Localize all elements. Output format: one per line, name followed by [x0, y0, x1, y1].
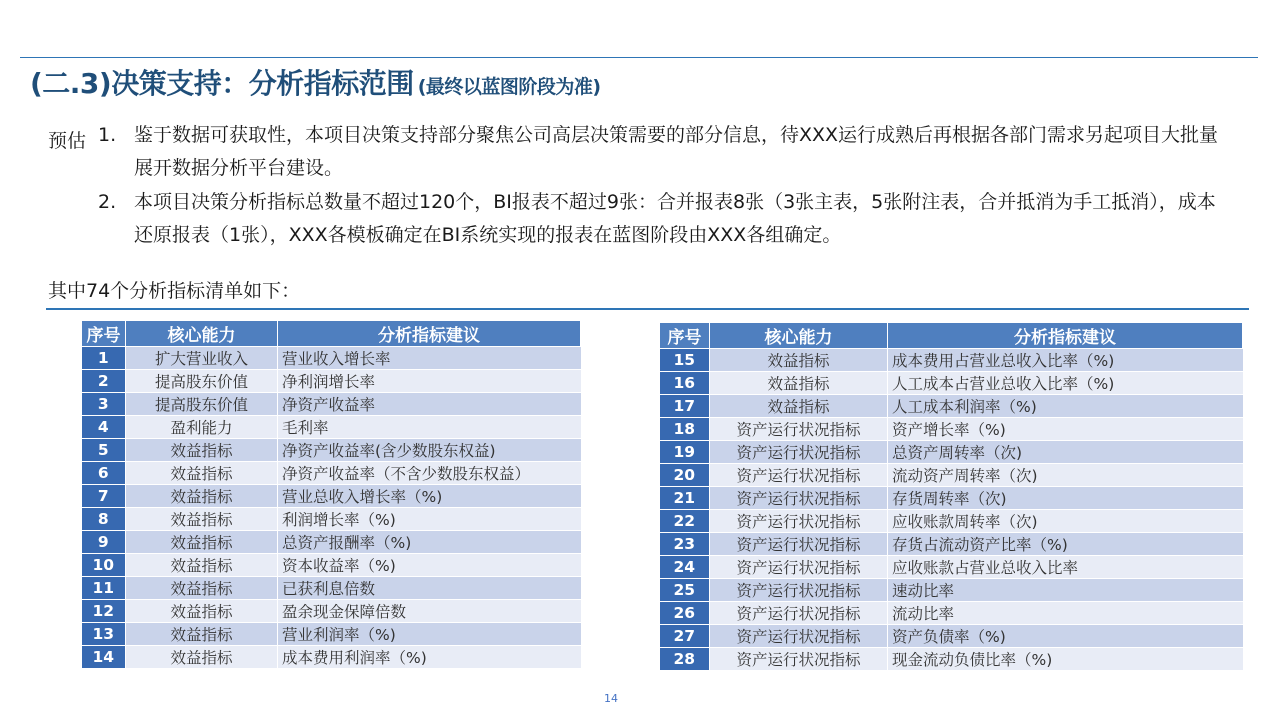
- row-number: 12: [82, 600, 126, 623]
- header-capability: 核心能力: [710, 323, 888, 349]
- row-number: 7: [82, 485, 126, 508]
- slide-title-main: (二.3)决策支持：分析指标范围: [30, 67, 414, 100]
- table-row: [82, 577, 581, 600]
- row-indicator: 净资产收益率（不含少数股东权益）: [278, 462, 581, 485]
- table-row: [660, 464, 1243, 487]
- row-indicator: 成本费用占营业总收入比率（%): [888, 349, 1243, 372]
- row-indicator: 盈余现金保障倍数: [278, 600, 581, 623]
- row-capability: 资产运行状况指标: [710, 510, 888, 533]
- row-number: 2: [82, 370, 126, 393]
- table-row: [82, 646, 581, 669]
- table-row: [82, 623, 581, 646]
- slide-title-note: (最终以蓝图阶段为准): [417, 76, 601, 98]
- table-row: [82, 347, 581, 370]
- row-indicator: 资产增长率（%): [888, 418, 1243, 441]
- indicator-table-right: [659, 322, 1243, 671]
- table-row: [660, 625, 1243, 648]
- row-capability: 资产运行状况指标: [710, 648, 888, 671]
- table-row: [660, 487, 1243, 510]
- row-capability: 效益指标: [126, 554, 278, 577]
- row-capability: 效益指标: [126, 577, 278, 600]
- row-capability: 效益指标: [126, 508, 278, 531]
- row-indicator: 流动资产周转率（次): [888, 464, 1243, 487]
- row-capability: 盈利能力: [126, 416, 278, 439]
- row-capability: 扩大营业收入: [126, 347, 278, 370]
- header-capability: 核心能力: [126, 321, 278, 347]
- row-number: 18: [660, 418, 710, 441]
- row-indicator: 人工成本占营业总收入比率（%): [888, 372, 1243, 395]
- row-number: 3: [82, 393, 126, 416]
- row-capability: 效益指标: [126, 646, 278, 669]
- row-number: 21: [660, 487, 710, 510]
- row-indicator: 成本费用利润率（%): [278, 646, 581, 669]
- row-capability: 资产运行状况指标: [710, 418, 888, 441]
- row-number: 24: [660, 556, 710, 579]
- row-indicator: 总资产报酬率（%): [278, 531, 581, 554]
- row-capability: 资产运行状况指标: [710, 441, 888, 464]
- header-no: 序号: [660, 323, 710, 349]
- table-row: [82, 393, 581, 416]
- section-rule: [46, 308, 1249, 310]
- row-number: 13: [82, 623, 126, 646]
- table-row: [660, 395, 1243, 418]
- row-capability: 提高股东价值: [126, 370, 278, 393]
- table-row: [82, 370, 581, 393]
- row-capability: 效益指标: [126, 600, 278, 623]
- row-indicator: 净资产收益率: [278, 393, 581, 416]
- list-item-text: 鉴于数据可获取性，本项目决策支持部分聚焦公司高层决策需要的部分信息，待XXX运行成熟后再根据各部门需求另起项目大批量展开数据分析平台建设。: [134, 124, 1219, 179]
- row-indicator: 应收账款周转率（次): [888, 510, 1243, 533]
- row-capability: 资产运行状况指标: [710, 602, 888, 625]
- row-indicator: 存货占流动资产比率（%): [888, 533, 1243, 556]
- row-capability: 效益指标: [710, 372, 888, 395]
- row-capability: 效益指标: [126, 462, 278, 485]
- row-number: 19: [660, 441, 710, 464]
- table-row: [660, 648, 1243, 671]
- row-number: 11: [82, 577, 126, 600]
- row-capability: 效益指标: [710, 395, 888, 418]
- list-caption: 其中74个分析指标清单如下：: [48, 280, 301, 302]
- table-row: [82, 600, 581, 623]
- row-indicator: 营业利润率（%): [278, 623, 581, 646]
- table-row: [660, 418, 1243, 441]
- row-number: 6: [82, 462, 126, 485]
- row-capability: 效益指标: [126, 623, 278, 646]
- row-capability: 资产运行状况指标: [710, 487, 888, 510]
- table-row: [82, 508, 581, 531]
- page-number: 14: [604, 692, 618, 705]
- list-item-number: 1.: [98, 124, 117, 146]
- row-indicator: 净资产收益率(含少数股东权益): [278, 439, 581, 462]
- table-row: [82, 416, 581, 439]
- table-row: [660, 556, 1243, 579]
- header-indicator: 分析指标建议: [888, 323, 1243, 349]
- row-number: 1: [82, 347, 126, 370]
- row-capability: 资产运行状况指标: [710, 625, 888, 648]
- row-number: 4: [82, 416, 126, 439]
- row-number: 8: [82, 508, 126, 531]
- row-indicator: 现金流动负债比率（%): [888, 648, 1243, 671]
- row-capability: 资产运行状况指标: [710, 464, 888, 487]
- table-row: [660, 602, 1243, 625]
- row-indicator: 存货周转率（次): [888, 487, 1243, 510]
- row-indicator: 利润增长率（%): [278, 508, 581, 531]
- table-row: [660, 579, 1243, 602]
- list-item-number: 2.: [98, 191, 117, 213]
- table-row: [660, 349, 1243, 372]
- header-rule: [20, 57, 1258, 58]
- indicator-table-left: [81, 320, 581, 669]
- row-number: 23: [660, 533, 710, 556]
- row-number: 15: [660, 349, 710, 372]
- row-capability: 资产运行状况指标: [710, 556, 888, 579]
- row-indicator: 净利润增长率: [278, 370, 581, 393]
- row-number: 16: [660, 372, 710, 395]
- header-indicator: 分析指标建议: [278, 321, 581, 347]
- row-number: 14: [82, 646, 126, 669]
- row-indicator: 已获利息倍数: [278, 577, 581, 600]
- row-number: 17: [660, 395, 710, 418]
- row-number: 5: [82, 439, 126, 462]
- row-capability: 提高股东价值: [126, 393, 278, 416]
- row-capability: 效益指标: [126, 485, 278, 508]
- row-indicator: 营业总收入增长率（%): [278, 485, 581, 508]
- list-item-text: 本项目决策分析指标总数量不超过120个，BI报表不超过9张：合并报表8张（3张主表，5张附注表，合并抵消为手工抵消），成本还原报表（1张），XXX各模板确定在BI系统实现的报表在蓝图阶段由XXX各组确定。: [134, 191, 1216, 246]
- row-indicator: 资本收益率（%): [278, 554, 581, 577]
- row-number: 27: [660, 625, 710, 648]
- row-number: 28: [660, 648, 710, 671]
- table-row: [660, 441, 1243, 464]
- table-row: [82, 439, 581, 462]
- table-row: [82, 554, 581, 577]
- table-row: [660, 533, 1243, 556]
- table-row: [82, 462, 581, 485]
- row-capability: 资产运行状况指标: [710, 533, 888, 556]
- row-capability: 资产运行状况指标: [710, 579, 888, 602]
- table-row: [660, 510, 1243, 533]
- row-number: 22: [660, 510, 710, 533]
- row-number: 26: [660, 602, 710, 625]
- row-indicator: 营业收入增长率: [278, 347, 581, 370]
- row-number: 20: [660, 464, 710, 487]
- row-number: 25: [660, 579, 710, 602]
- row-number: 9: [82, 531, 126, 554]
- table-row: [82, 531, 581, 554]
- row-indicator: 毛利率: [278, 416, 581, 439]
- row-capability: 效益指标: [710, 349, 888, 372]
- row-number: 10: [82, 554, 126, 577]
- row-indicator: 应收账款占营业总收入比率: [888, 556, 1243, 579]
- row-indicator: 资产负债率（%): [888, 625, 1243, 648]
- row-indicator: 速动比率: [888, 579, 1243, 602]
- row-indicator: 总资产周转率（次): [888, 441, 1243, 464]
- row-capability: 效益指标: [126, 439, 278, 462]
- slide-title: [30, 62, 601, 102]
- row-capability: 效益指标: [126, 531, 278, 554]
- header-no: 序号: [82, 321, 126, 347]
- intro-label: 预估: [48, 130, 87, 152]
- table-row: [660, 372, 1243, 395]
- table-row: [82, 485, 581, 508]
- row-indicator: 人工成本利润率（%): [888, 395, 1243, 418]
- row-indicator: 流动比率: [888, 602, 1243, 625]
